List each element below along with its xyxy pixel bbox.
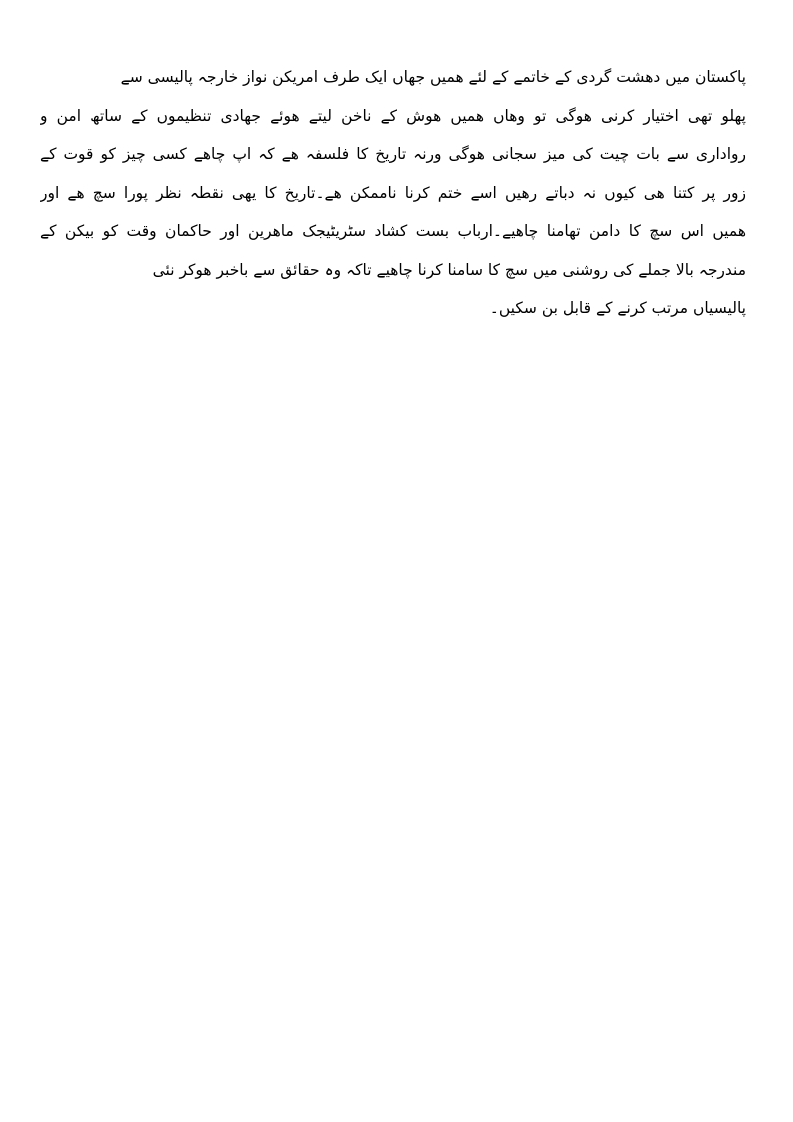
urdu-paragraph xyxy=(40,58,746,328)
paragraph-line: زور پر کتنا ھی کیوں نہ دباتے رھیں اسے ختم کرنا ناممکن ھے۔تاریخ کا یھی نقطہ نظر پورا سچ ھے اور xyxy=(40,183,746,202)
paragraph-line: پاکستان میں دھشت گردی کے خاتمے کے لئے ھمیں جھاں ایک طرف امریکن نواز خارجہ پالیسی سے xyxy=(120,68,746,86)
paragraph-line: مندرجہ بالا جملے کی روشنی میں سچ کا سامنا کرنا چاھیے تاکہ وہ حقائق سے باخبر ھوکر نئی xyxy=(152,260,746,279)
paragraph-line: پھلو تھی اختیار کرنی ھوگی تو وھاں ھمیں ھوش کے ناخن لیتے ھوئے جھادی تنظیموں کے ساتھ امن و xyxy=(40,106,746,125)
paragraph-line: پالیسیاں مرتب کرنے کے قابل بن سکیں۔ xyxy=(489,299,746,317)
paragraph-line: ھمیں اس سچ کا دامن تھامنا چاھیے۔ارباب بست کشاد سٹریٹیجک ماھرین اور حاکمان وقت کو بیکن کے xyxy=(40,222,746,240)
paragraph-line: رواداری سے بات چیت کی میز سجانی ھوگی ورنہ تاریخ کا فلسفہ ھے کہ اپ چاھے کسی چیز کو قوت کے xyxy=(40,145,746,163)
